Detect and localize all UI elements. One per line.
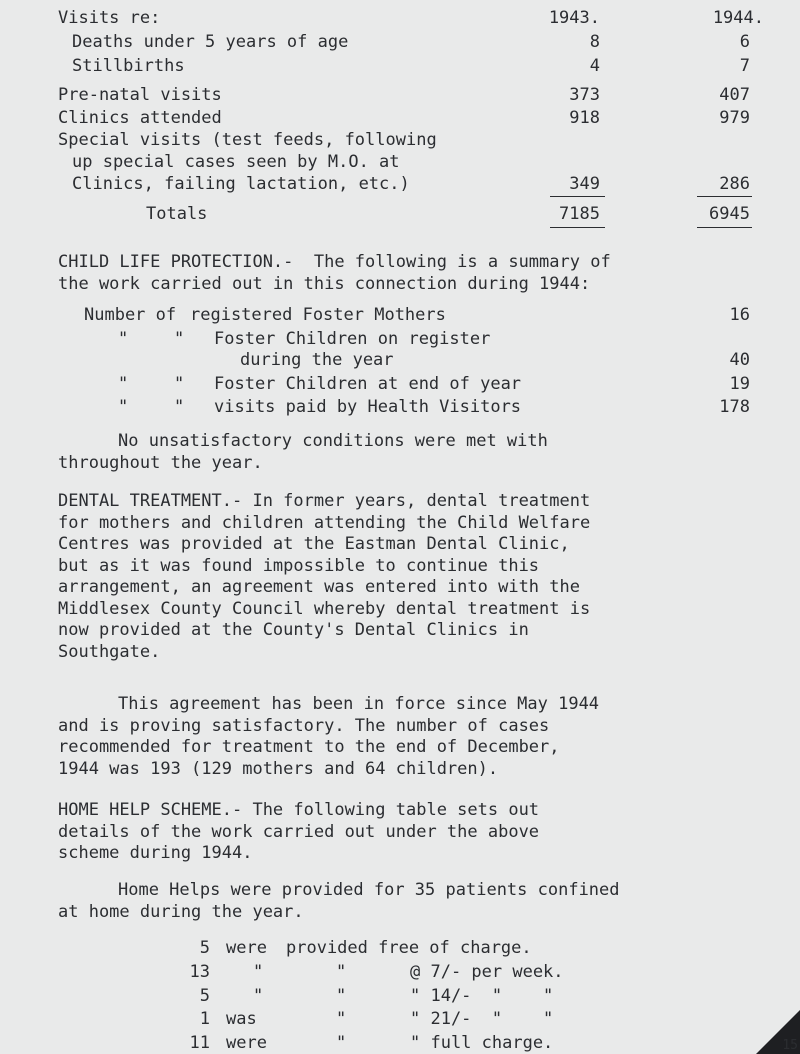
row-label-deaths: Deaths under 5 years of age: [72, 32, 349, 52]
home-help-paragraph-2: Home Helps were provided for 35 patients confined at home during the year.: [58, 880, 620, 922]
row-label-prenatal: Pre-natal visits: [58, 85, 222, 105]
value-1943-clinics: 918: [569, 108, 600, 128]
row-label-special-line3: Clinics, failing lactation, etc.): [72, 174, 410, 194]
home-help-count-4: 1: [199, 1009, 210, 1029]
home-help-ditto1-3: ": [253, 986, 264, 1006]
subtotal-rule-1944: [697, 196, 752, 197]
value-1943-deaths: 8: [589, 32, 600, 52]
home-help-ditto2-3: ": [336, 986, 347, 1006]
total-1943: 7185: [559, 204, 600, 224]
totals-label: Totals: [146, 204, 208, 224]
foster-row5-text: visits paid by Health Visitors: [214, 397, 522, 417]
value-1944-stillbirths: 7: [739, 56, 750, 76]
row-label-special-line2: up special cases seen by M.O. at: [72, 152, 400, 172]
total-1944: 6945: [709, 204, 750, 224]
child-life-note-line1: No unsatisfactory conditions were met with: [118, 431, 548, 451]
foster-row5-ditto2: ": [174, 397, 185, 417]
foster-row1-text: registered Foster Mothers: [190, 305, 446, 325]
foster-row3-value: 40: [729, 350, 750, 370]
total-rule-1943: [550, 227, 605, 228]
child-life-note-line2: throughout the year.: [58, 453, 263, 473]
foster-row4-value: 19: [729, 374, 750, 394]
home-help-text-1: provided free of charge.: [286, 938, 532, 958]
foster-row2-ditto1: ": [118, 329, 129, 349]
home-help-paragraph-1: HOME HELP SCHEME.- The following table sets out details of the work carried out under the above scheme during 1944.: [58, 800, 540, 863]
home-help-count-2: 13: [189, 962, 210, 982]
value-1944-clinics: 979: [719, 108, 750, 128]
value-1944-prenatal: 407: [719, 85, 750, 105]
foster-row5-ditto1: ": [118, 397, 129, 417]
home-help-count-1: 5: [199, 938, 210, 958]
col-header-1944: 1944.: [712, 8, 764, 28]
foster-row1-prefix: Number of: [84, 305, 177, 325]
home-help-verb-1: were: [226, 938, 267, 958]
foster-row2-text: Foster Children on register: [214, 329, 491, 349]
total-rule-1944: [697, 227, 752, 228]
home-help-ditto2-2: ": [336, 962, 347, 982]
foster-row5-value: 178: [719, 397, 750, 417]
home-help-count-5: 11: [189, 1033, 210, 1053]
value-1943-stillbirths: 4: [589, 56, 600, 76]
home-help-text-4: " 21/- " ": [410, 1009, 554, 1029]
home-help-ditto1-2: ": [253, 962, 264, 982]
value-1943-prenatal: 373: [569, 85, 600, 105]
foster-row1-value: 16: [729, 305, 750, 325]
dental-paragraph-1: DENTAL TREATMENT.- In former years, dental treatment for mothers and children attending the Child Welfare Centres was provided at the Eastman Dental Clinic, but as it was found impossible to continue this arrangement, an agreement was entered into with the Middlesex County Council whereby dental treatment is now provided at the County's Dental Clinics in Southgate.: [58, 491, 591, 662]
row-label-stillbirths: Stillbirths: [72, 56, 185, 76]
page-number: 15: [782, 1038, 798, 1053]
home-help-text-3: " 14/- " ": [410, 986, 554, 1006]
col-header-1943: 1943.: [548, 8, 600, 28]
child-life-intro-line1: CHILD LIFE PROTECTION.- The following is a summary of: [58, 252, 611, 272]
subtotal-rule-1943: [550, 196, 605, 197]
value-1944-special: 286: [719, 174, 750, 194]
foster-row2-ditto2: ": [174, 329, 185, 349]
home-help-count-3: 5: [199, 986, 210, 1006]
home-help-ditto2-5: ": [336, 1033, 347, 1053]
foster-row4-ditto2: ": [174, 374, 185, 394]
row-label-special-line1: Special visits (test feeds, following: [58, 130, 437, 150]
home-help-text-2: @ 7/- per week.: [410, 962, 564, 982]
foster-row4-ditto1: ": [118, 374, 129, 394]
home-help-text-5: " full charge.: [410, 1033, 554, 1053]
dental-paragraph-2: This agreement has been in force since May 1944 and is proving satisfactory. The number of cases recommended for treatment to the end of December, 1944 was 193 (129 mothers and 64 children).: [58, 694, 600, 779]
row-label-clinics: Clinics attended: [58, 108, 222, 128]
home-help-ditto2-4: ": [336, 1009, 347, 1029]
home-help-verb-4: was: [226, 1009, 257, 1029]
home-help-verb-5: were: [226, 1033, 267, 1053]
child-life-intro-line2: the work carried out in this connection during 1944:: [58, 274, 591, 294]
foster-row4-text: Foster Children at end of year: [214, 374, 522, 394]
foster-row3-text: during the year: [240, 350, 394, 370]
value-1943-special: 349: [569, 174, 600, 194]
visits-heading: Visits re:: [58, 8, 161, 28]
value-1944-deaths: 6: [739, 32, 750, 52]
